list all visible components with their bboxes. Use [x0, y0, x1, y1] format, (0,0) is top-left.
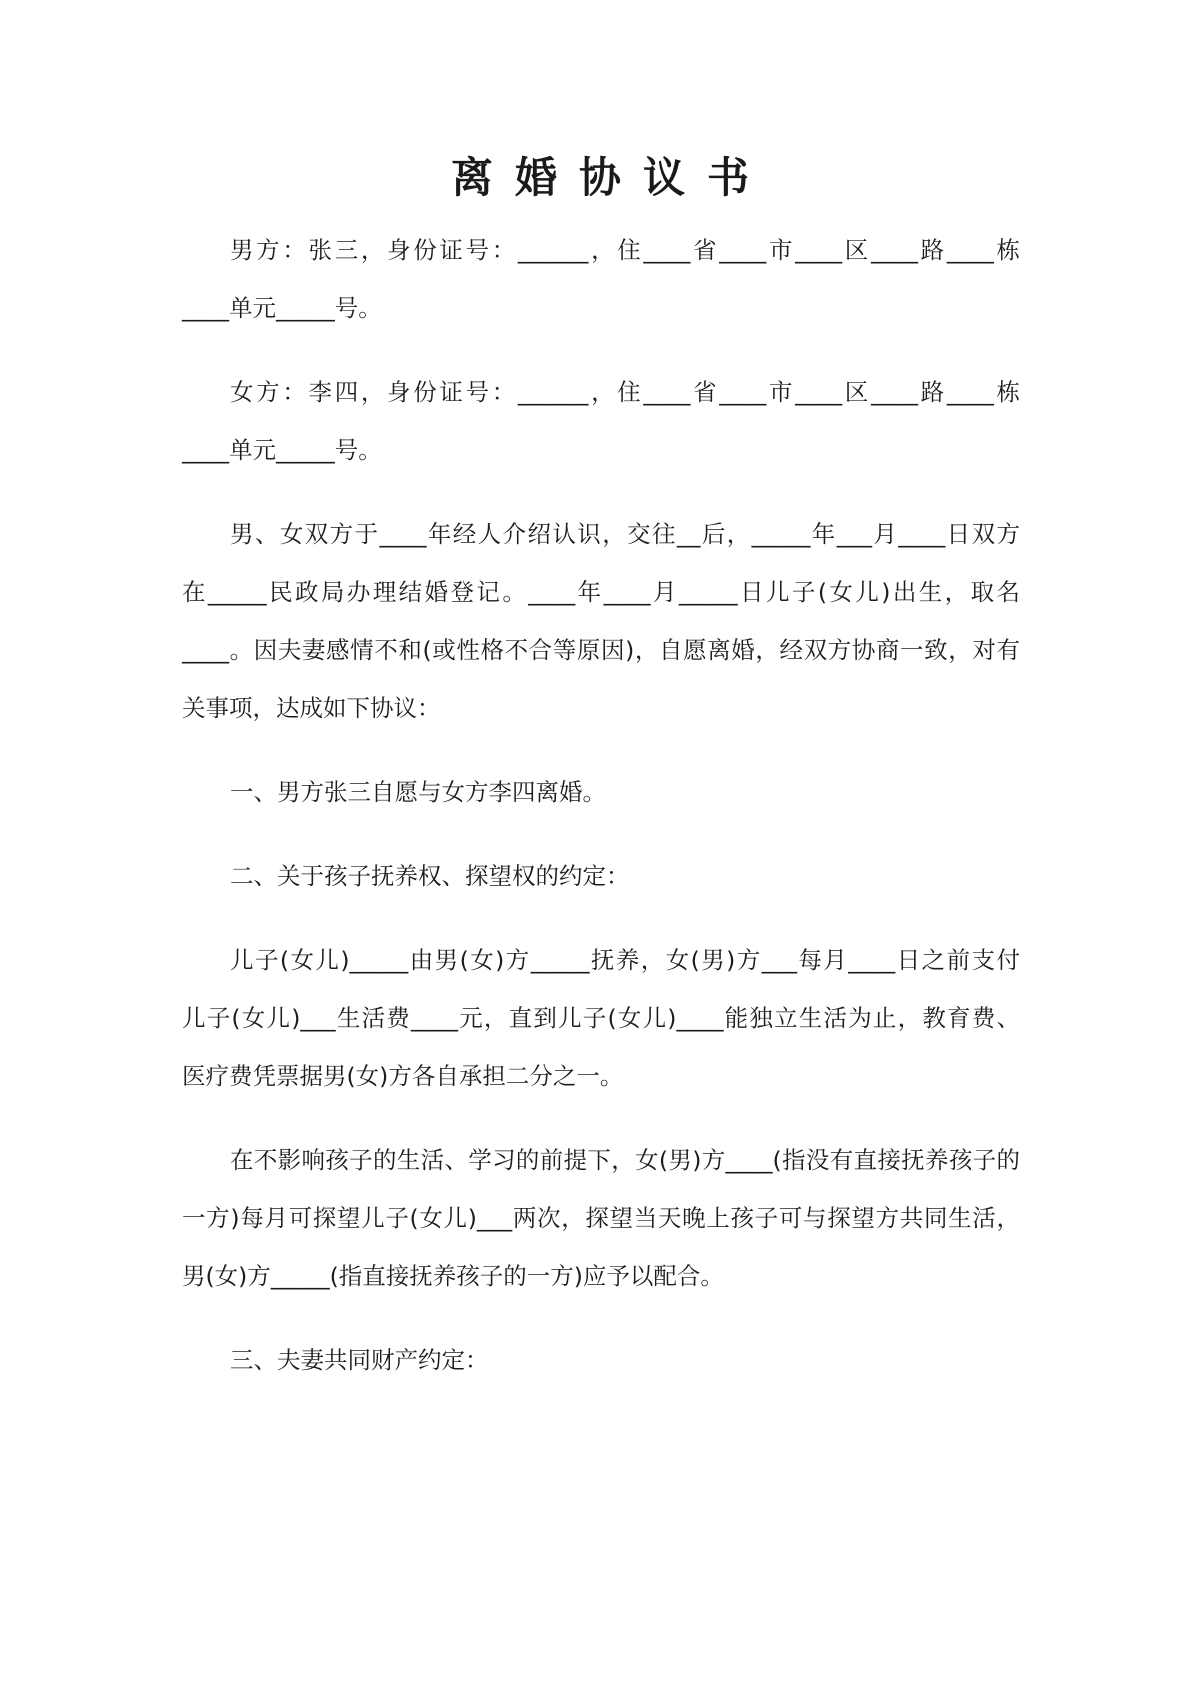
female-party-line-2: ____单元_____号。 [182, 436, 382, 464]
custody-line-2: 儿子(女儿)___生活费____元，直到儿子(女儿)____能独立生活为止，教育费、 [182, 1004, 1020, 1032]
visitation-line-2: 一方)每月可探望儿子(女儿)___两次，探望当天晚上孩子可与探望方共同生活， [182, 1204, 1020, 1232]
female-party-line-1: 女方：李四，身份证号：______，住____省____市____区____路____栋 [230, 378, 1020, 406]
custody-line-1: 儿子(女儿)_____由男(女)方_____抚养，女(男)方___每月____日之前支付 [230, 946, 1020, 974]
clause-1: 一、男方张三自愿与女方李四离婚。 [230, 778, 606, 806]
custody-line-3: 医疗费凭票据男(女)方各自承担二分之一。 [182, 1062, 624, 1090]
male-party-line-1: 男方：张三，身份证号：______，住____省____市____区____路____栋 [230, 236, 1020, 264]
background-line-1: 男、女双方于____年经人介绍认识，交往__后，_____年___月____日双方 [230, 520, 1020, 548]
clause-2-heading: 二、关于孩子抚养权、探望权的约定： [230, 862, 630, 890]
document-title: 离婚协议书 [450, 153, 771, 202]
visitation-line-3: 男(女)方_____(指直接抚养孩子的一方)应予以配合。 [182, 1262, 724, 1290]
clause-3-heading: 三、夫妻共同财产约定： [230, 1346, 489, 1374]
background-line-3: ____。因夫妻感情不和(或性格不合等原因)，自愿离婚，经双方协商一致，对有 [182, 636, 1020, 664]
male-party-line-2: ____单元_____号。 [182, 294, 382, 322]
background-line-2: 在_____民政局办理结婚登记。____年____月_____日儿子(女儿)出生，取名 [182, 578, 1020, 606]
visitation-line-1: 在不影响孩子的生活、学习的前提下，女(男)方____(指没有直接抚养孩子的 [230, 1146, 1020, 1174]
background-line-4: 关事项，达成如下协议： [182, 694, 441, 722]
